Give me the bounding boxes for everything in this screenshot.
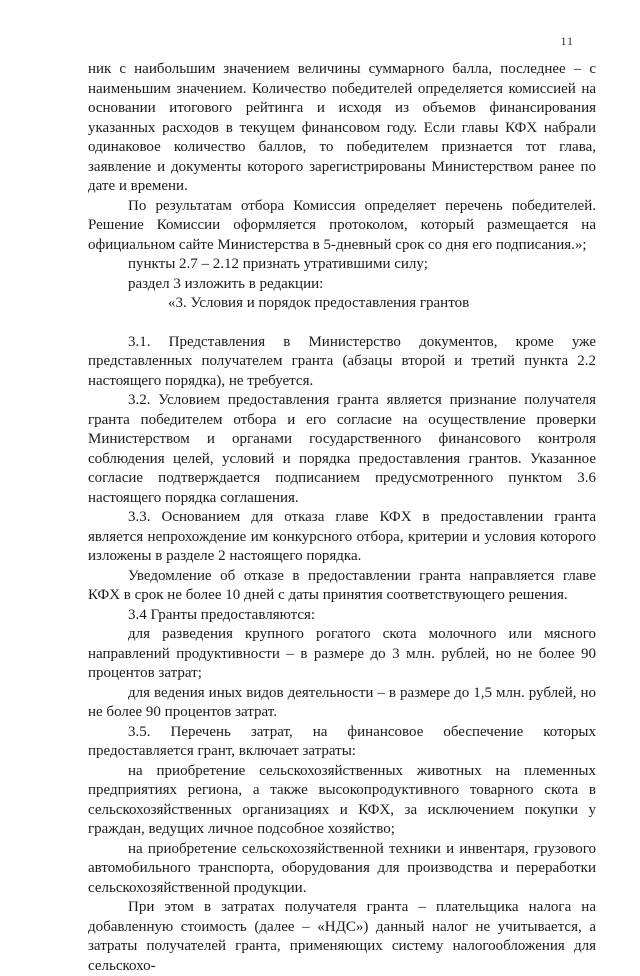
paragraph: для разведения крупного рогатого скота молочного или мясного направлений продуктивности – в размере до 3 млн. рублей, но не более 90 процентов затрат; (88, 626, 596, 681)
paragraph: пункты 2.7 – 2.12 признать утратившими силу; (128, 256, 428, 272)
paragraph: По результатам отбора Комиссия определяет перечень победителей. Решение Комиссии оформляется протоколом, который размещается на официальном сайте Министерства в 5-дневный срок со дня его подписания.»; (88, 197, 596, 253)
paragraph: ник с наибольшим значением величины суммарного балла, последнее – с наименьшим значением. Количество победителей определяется комиссией на основании итогового рейтинга и исходя из объемов финансирования указанных расходов в текущем финансовом году. Если главы КФХ набрали одинаковое количество баллов, то победителем признается тот глава, заявление и документы которого зарегистрированы Министерством ранее по дате и времени. (88, 61, 596, 194)
paragraph: 3.4 Гранты предоставляются: (128, 606, 316, 623)
page-number: 11 (560, 34, 574, 48)
paragraph: 3.5. Перечень затрат, на финансовое обеспечение которых предоставляется грант, включает затраты: (88, 723, 596, 759)
paragraph: При этом в затратах получателя гранта – плательщика налога на добавленную стоимость (далее – «НДС») данный налог не учитывается, а затраты получателей гранта, применяющих систему налогообложения для сельскохо- (88, 899, 596, 974)
paragraph: для ведения иных видов деятельности – в размере до 1,5 млн. рублей, но не более 90 процентов затрат. (88, 684, 596, 720)
paragraph: 3.3. Основанием для отказа главе КФХ в предоставлении гранта является непрохождение им конкурсного отбора, критерии и условия которого изложены в разделе 2 настоящего порядка. (88, 509, 596, 564)
paragraph: раздел 3 изложить в редакции: (128, 275, 324, 292)
paragraph: 3.2. Условием предоставления гранта является признание получателя гранта победителем отбора и его согласие на осуществление проверки Министерством и органами государственного финансового контроля соблюдения целей, условий и порядка предоставления грантов. Указанное согласие подтверждается подписанием предусмотренного пунктом 3.6 настоящего порядка соглашения. (88, 392, 596, 506)
paragraph: на приобретение сельскохозяйственной техники и инвентаря, грузового автомобильного транспорта, оборудования для производства и переработки сельскохозяйственной продукции. (88, 840, 596, 896)
document-body (88, 60, 596, 976)
paragraph: на приобретение сельскохозяйственных животных на племенных предприятиях региона, а также высокопродуктивного товарного скота в сельскохозяйственных организациях и КФХ, за исключением покупки у граждан, ведущих личное подсобное хозяйство; (88, 762, 596, 837)
paragraph: 3.1. Представления в Министерство документов, кроме уже представленных получателем гранта (абзацы второй и третий пункта 2.2 настоящего порядка), не требуется. (88, 333, 596, 389)
section-heading: «3. Условия и порядок предоставления грантов (168, 295, 470, 311)
paragraph: Уведомление об отказе в предоставлении гранта направляется главе КФХ в срок не более 10 дней с даты принятия соответствующего решения. (88, 567, 596, 603)
